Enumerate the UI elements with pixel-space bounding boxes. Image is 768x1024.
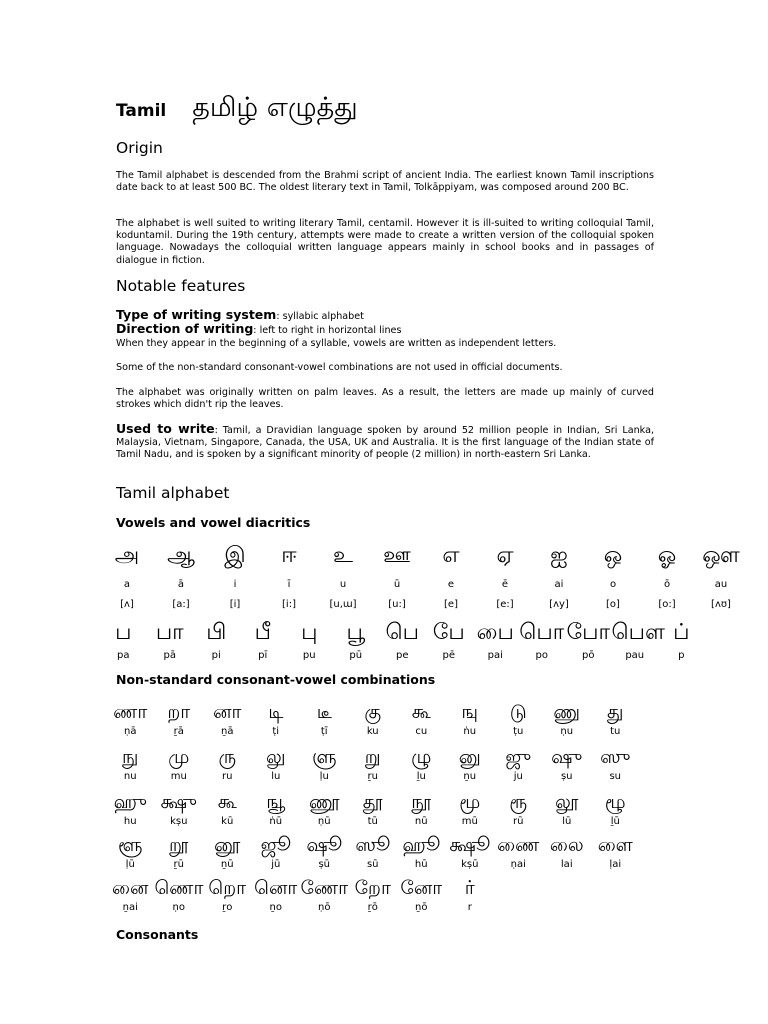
used-to-write-label: Used to write xyxy=(116,421,215,436)
diacritic-transliteration: pi xyxy=(211,650,221,661)
nonstandard-glyph: ணு xyxy=(553,701,581,723)
diacritic-transliteration: pē xyxy=(442,650,455,661)
nonstandard-glyph: கூ xyxy=(411,701,431,723)
vowel-glyph: உ xyxy=(333,543,353,568)
vowel-ipa: [ʌʊ] xyxy=(711,599,731,610)
diacritic-glyph: பி xyxy=(206,620,227,645)
nonstandard-transliteration: ṉo xyxy=(269,902,282,913)
nonstandard-glyph: ஸூ xyxy=(355,834,391,856)
nonstandard-glyph: னை xyxy=(112,877,149,899)
vowel-transliteration: u xyxy=(339,579,347,590)
nonstandard-transliteration: ḷai xyxy=(609,859,622,870)
nonstandard-transliteration: rū xyxy=(513,816,524,827)
nonstandard-glyph: னொ xyxy=(254,877,298,899)
diacritic-glyph: பா xyxy=(155,620,184,645)
nonstandard-transliteration: kṣu xyxy=(170,816,188,827)
vowel-transliteration: ē xyxy=(501,579,509,590)
nonstandard-transliteration: lu xyxy=(271,771,281,782)
nonstandard-glyph: ஜு xyxy=(505,746,532,768)
diacritic-glyph: பூ xyxy=(346,620,366,645)
nonstandard-transliteration: lū xyxy=(562,816,572,827)
nonstandard-glyph: ணொ xyxy=(154,877,204,899)
nonstandard-glyph: னா xyxy=(213,701,242,723)
nonstandard-transliteration: ḷū xyxy=(125,859,135,870)
diacritic-transliteration: pau xyxy=(625,650,645,661)
vowel-transliteration: ō xyxy=(663,579,671,590)
used-to-write-value: : Tamil, a Dravidian language spoken by around 52 million people in Indian, Sri Lanka, Malaysia, Vietnam, Singapore, Canada, the USA, UK and Australia. It is the first language of the Indian state of Tamil Nadu, and is spoken by a significant minority of people (2 million) in north-eastern Sri Lanka. xyxy=(116,425,654,461)
vowel-ipa: [o] xyxy=(606,599,620,610)
nonstandard-glyph: மூ xyxy=(459,791,481,813)
vowel-transliteration: i xyxy=(233,579,237,590)
nonstandard-transliteration: mū xyxy=(461,816,478,827)
nonstandard-transliteration: ṟu xyxy=(367,771,378,782)
diacritic-transliteration: pī xyxy=(258,650,268,661)
nonstandard-transliteration: ṟū xyxy=(173,859,184,870)
nonstandard-transliteration: ṣu xyxy=(560,771,573,782)
vowel-glyph: ஓ xyxy=(657,543,677,568)
diacritic-glyph: ப xyxy=(115,620,132,645)
nonstandard-heading: Non-standard consonant-vowel combinations xyxy=(116,672,436,687)
nonstandard-transliteration: sū xyxy=(366,859,379,870)
vowel-transliteration: e xyxy=(447,579,455,590)
nonstandard-transliteration: ḷu xyxy=(319,771,329,782)
nonstandard-transliteration: nu xyxy=(123,771,137,782)
nonstandard-glyph: னோ xyxy=(400,877,443,899)
nonstandard-glyph: ளூ xyxy=(118,834,143,856)
nonstandard-glyph: ஸு xyxy=(600,746,631,768)
nonstandard-glyph: ஹூ xyxy=(402,834,441,856)
nonstandard-transliteration: ṟō xyxy=(367,902,378,913)
nonstandard-glyph: கு xyxy=(364,701,382,723)
nonstandard-transliteration: ḻū xyxy=(610,816,620,827)
nonstandard-glyph-row xyxy=(106,745,640,769)
nonstandard-glyph: ளு xyxy=(311,746,337,768)
diacritic-glyph: போ xyxy=(566,620,610,645)
nonstandard-glyph: ரூ xyxy=(509,791,528,813)
nonstandard-transliteration: ṇā xyxy=(124,726,137,737)
diacritic-glyph: பெ xyxy=(385,620,419,645)
vowel-ipa: [a:] xyxy=(172,599,190,610)
nonstandard-glyph: க்ஷூ xyxy=(449,834,491,856)
nonstandard-transliteration: ṅū xyxy=(269,816,283,827)
nonstandard-glyph: லை xyxy=(549,834,584,856)
direction-value: : left to right in horizontal lines xyxy=(253,325,402,336)
nonstandard-glyph: தூ xyxy=(362,791,383,813)
nonstandard-glyph: றா xyxy=(167,701,191,723)
page-title: Tamil xyxy=(116,101,167,121)
nonstandard-glyph: து xyxy=(607,701,624,723)
nonstandard-glyph: ழு xyxy=(411,746,432,768)
nonstandard-transliteration: kū xyxy=(221,816,234,827)
nonstandard-glyph: ழூ xyxy=(604,791,626,813)
diacritic-transliteration: pe xyxy=(396,650,409,661)
nonstandard-transliteration-row xyxy=(106,725,640,738)
nonstandard-transliteration: ṟo xyxy=(222,902,233,913)
writing-system-value: : syllabic alphabet xyxy=(276,311,364,322)
vowel-ipa: [u:] xyxy=(388,599,406,610)
feature-line-vowels: When they appear in the beginning of a syllable, vowels are written as independent letters. xyxy=(116,338,557,349)
nonstandard-transliteration: mu xyxy=(170,771,187,782)
vowel-transliteration: ai xyxy=(554,579,564,590)
nonstandard-glyph-row xyxy=(106,833,640,857)
nonstandard-glyph: ணை xyxy=(497,834,540,856)
vowel-glyph: ஏ xyxy=(496,543,514,568)
nonstandard-transliteration: ru xyxy=(222,771,233,782)
nonstandard-transliteration: ṭī xyxy=(320,726,328,737)
vowel-transliteration-row xyxy=(100,578,748,591)
origin-heading: Origin xyxy=(116,139,163,157)
nonstandard-transliteration: ṭi xyxy=(272,726,280,737)
nonstandard-transliteration: ṇo xyxy=(172,902,185,913)
nonstandard-glyph: ர் xyxy=(464,877,475,899)
nonstandard-glyph: டு xyxy=(509,701,527,723)
vowel-ipa: [o:] xyxy=(658,599,676,610)
vowel-glyph: ஔ xyxy=(702,543,740,568)
nonstandard-glyph-row xyxy=(106,790,640,814)
diacritic-glyph-row xyxy=(100,620,705,646)
nonstandard-transliteration: lai xyxy=(560,859,573,870)
diacritic-glyph: பு xyxy=(301,620,318,645)
alphabet-heading: Tamil alphabet xyxy=(116,484,230,502)
nonstandard-transliteration-row xyxy=(106,770,640,783)
nonstandard-transliteration: jū xyxy=(271,859,281,870)
vowel-transliteration: ā xyxy=(177,579,185,590)
nonstandard-glyph: நூ xyxy=(411,791,432,813)
nonstandard-transliteration: ṇō xyxy=(318,902,331,913)
nonstandard-transliteration: ṟā xyxy=(173,726,184,737)
writing-system-label: Type of writing system xyxy=(116,307,277,322)
nonstandard-glyph: ஹு xyxy=(113,791,147,813)
vowel-ipa-row xyxy=(100,598,748,611)
nonstandard-transliteration: hū xyxy=(414,859,428,870)
vowel-ipa: [i] xyxy=(229,599,241,610)
vowel-ipa: [e:] xyxy=(496,599,514,610)
nonstandard-glyph: டீ xyxy=(316,701,332,723)
nonstandard-glyph: ஷு xyxy=(551,746,583,768)
origin-paragraph-1: The Tamil alphabet is descended from the Brahmi script of ancient India. The earliest known Tamil inscriptions date back to at least 500 BC. The oldest literary text in Tamil, Tolkāppiyam, was composed around 200 BC. xyxy=(116,170,654,194)
nonstandard-transliteration: ṉō xyxy=(415,902,428,913)
diacritic-transliteration: pō xyxy=(582,650,595,661)
nonstandard-glyph: றூ xyxy=(169,834,189,856)
nonstandard-glyph: றொ xyxy=(208,877,247,899)
vowel-glyph: இ xyxy=(224,543,246,568)
nonstandard-transliteration: tu xyxy=(610,726,621,737)
consonants-heading: Consonants xyxy=(116,927,199,942)
nonstandard-glyph: னூ xyxy=(214,834,241,856)
features-heading: Notable features xyxy=(116,277,246,295)
nonstandard-transliteration: ṭu xyxy=(513,726,524,737)
nonstandard-glyph: ஷூ xyxy=(306,834,343,856)
nonstandard-glyph: ரு xyxy=(218,746,237,768)
nonstandard-glyph: ணோ xyxy=(300,877,349,899)
nonstandard-transliteration-row xyxy=(106,815,640,828)
nonstandard-transliteration: ṉai xyxy=(122,902,138,913)
nonstandard-glyph: றோ xyxy=(354,877,391,899)
vowels-heading: Vowels and vowel diacritics xyxy=(116,515,311,530)
diacritic-glyph: பீ xyxy=(254,620,271,645)
vowel-glyph: அ xyxy=(114,543,140,568)
nonstandard-glyph: ஙூ xyxy=(266,791,286,813)
vowel-glyph: ஒ xyxy=(603,543,623,568)
vowel-transliteration: au xyxy=(714,579,728,590)
nonstandard-transliteration: kṣū xyxy=(461,859,479,870)
nonstandard-glyph: ணூ xyxy=(308,791,340,813)
diacritic-transliteration: pai xyxy=(487,650,503,661)
vowel-transliteration: o xyxy=(609,579,617,590)
nonstandard-transliteration: nū xyxy=(414,816,428,827)
nonstandard-transliteration: r xyxy=(467,902,472,913)
vowel-glyph: எ xyxy=(442,543,460,568)
nonstandard-transliteration: ṣū xyxy=(318,859,331,870)
vowel-ipa: [ʌ] xyxy=(120,599,134,610)
vowel-ipa: [i:] xyxy=(282,599,296,610)
diacritic-transliteration: pa xyxy=(117,650,130,661)
nonstandard-transliteration-row xyxy=(106,858,640,871)
nonstandard-glyph-row xyxy=(106,700,640,724)
vowel-glyph: ஈ xyxy=(281,543,297,568)
nonstandard-transliteration: ḻu xyxy=(416,771,426,782)
feature-line-nonstandard: Some of the non-standard consonant-vowel combinations are not used in official documents. xyxy=(116,362,563,373)
diacritic-transliteration-row xyxy=(100,649,705,662)
nonstandard-glyph: கூ xyxy=(217,791,237,813)
origin-paragraph-2: The alphabet is well suited to writing literary Tamil, centamil. However it is ill-suited to writing colloquial Tamil, koduntamil. During the 19th century, attempts were made to create a written version of the colloquial spoken language. Nowadays the colloquial written language appears mainly in school books and in passages of dialogue in fiction. xyxy=(116,218,654,266)
diacritic-transliteration: pū xyxy=(349,650,363,661)
nonstandard-glyph: மு xyxy=(168,746,190,768)
nonstandard-glyph: னு xyxy=(458,746,481,768)
title-row xyxy=(116,92,358,127)
direction-line xyxy=(116,323,654,337)
vowel-ipa: [u,ɯ] xyxy=(329,599,357,610)
vowel-ipa: [e] xyxy=(444,599,458,610)
vowel-transliteration: ī xyxy=(287,579,291,590)
vowel-glyph: ஐ xyxy=(550,543,568,568)
nonstandard-glyph: ளை xyxy=(597,834,633,856)
nonstandard-glyph: ஜூ xyxy=(260,834,291,856)
nonstandard-transliteration: ku xyxy=(366,726,379,737)
direction-label: Direction of writing xyxy=(116,321,254,336)
nonstandard-transliteration: ju xyxy=(513,771,523,782)
vowel-ipa: [ʌy] xyxy=(549,599,569,610)
nonstandard-glyph: நு xyxy=(122,746,139,768)
diacritic-transliteration: po xyxy=(535,650,548,661)
nonstandard-transliteration: ṉā xyxy=(221,726,234,737)
nonstandard-transliteration: hu xyxy=(123,816,137,827)
nonstandard-glyph: லு xyxy=(265,746,286,768)
vowel-transliteration: ū xyxy=(393,579,401,590)
nonstandard-transliteration: cu xyxy=(415,726,428,737)
vowel-transliteration: a xyxy=(123,579,131,590)
nonstandard-transliteration: ṉu xyxy=(463,771,477,782)
vowel-glyph: ஊ xyxy=(383,543,411,568)
vowel-glyph-row xyxy=(100,543,748,569)
nonstandard-transliteration-row xyxy=(106,901,494,914)
nonstandard-glyph: லூ xyxy=(555,791,579,813)
nonstandard-transliteration: ṉū xyxy=(220,859,234,870)
nonstandard-transliteration: ṅu xyxy=(463,726,477,737)
diacritic-glyph: பௌ xyxy=(611,620,665,645)
nonstandard-glyph-row xyxy=(106,876,494,900)
nonstandard-transliteration: ṇū xyxy=(317,816,331,827)
nonstandard-glyph: ஙு xyxy=(461,701,479,723)
nonstandard-glyph: று xyxy=(364,746,381,768)
diacritic-glyph: பே xyxy=(432,620,465,645)
diacritic-glyph: பை xyxy=(476,620,514,645)
nonstandard-transliteration: ṇai xyxy=(510,859,526,870)
nonstandard-glyph: டி xyxy=(268,701,284,723)
diacritic-transliteration: p xyxy=(678,650,685,661)
nonstandard-transliteration: tū xyxy=(367,816,378,827)
nonstandard-glyph: க்ஷு xyxy=(160,791,197,813)
page-title-tamil: தமிழ் எழுத்து xyxy=(192,92,358,123)
feature-line-palm-leaves: The alphabet was originally written on palm leaves. As a result, the letters are made up mainly of curved strokes which didn't rip the leaves. xyxy=(116,387,654,411)
nonstandard-transliteration: ṇu xyxy=(560,726,574,737)
diacritic-glyph: பொ xyxy=(519,620,565,645)
vowel-glyph: ஆ xyxy=(167,543,195,568)
nonstandard-glyph: ணா xyxy=(113,701,148,723)
diacritic-transliteration: pu xyxy=(302,650,316,661)
diacritic-glyph: ப் xyxy=(673,620,690,645)
diacritic-transliteration: pā xyxy=(163,650,176,661)
nonstandard-transliteration: su xyxy=(609,771,622,782)
used-to-write-paragraph xyxy=(116,423,654,462)
